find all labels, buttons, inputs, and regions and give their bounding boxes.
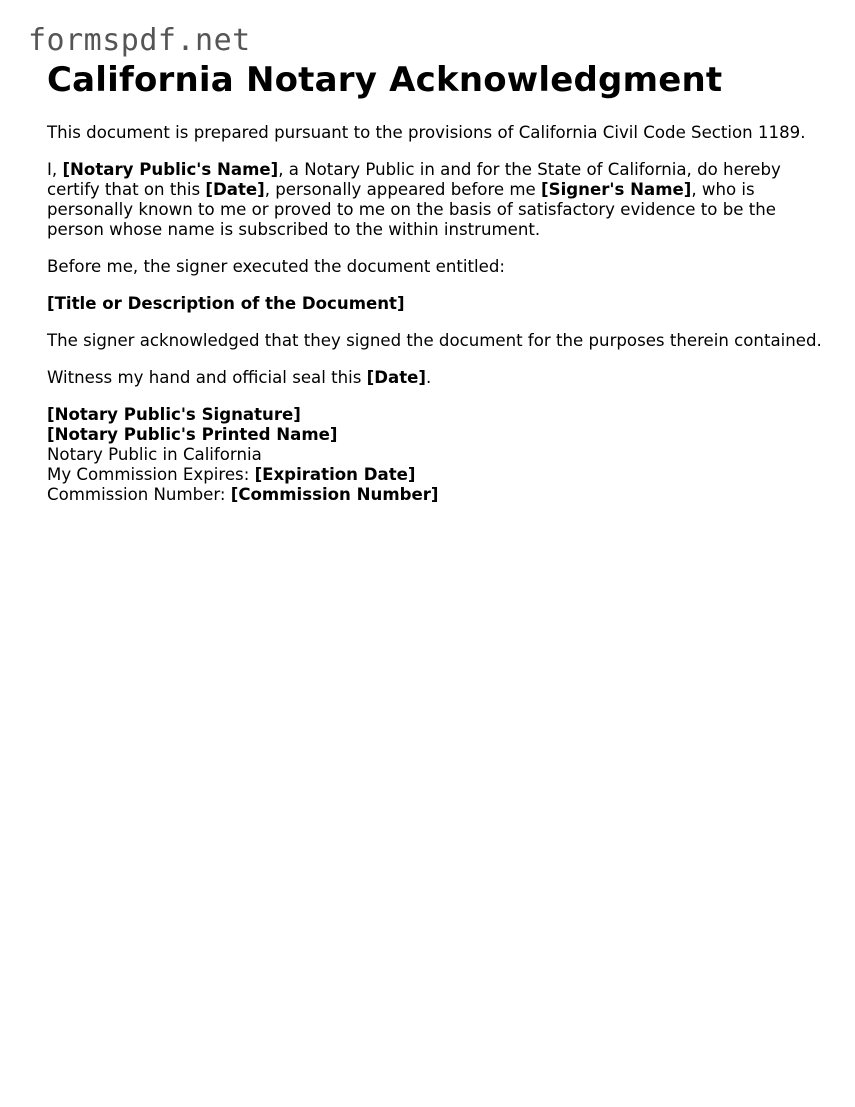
commission-number-placeholder: [Commission Number] [230, 485, 439, 504]
witness-paragraph [47, 368, 837, 388]
commission-expires-label: My Commission Expires: [47, 465, 255, 484]
document-title-placeholder [47, 294, 837, 314]
signer-name-placeholder: [Signer's Name] [541, 180, 692, 199]
commission-expires-line [47, 465, 837, 485]
certify-text-4: , who is personally known to me or proved to me on the basis of satisfactory evidence to be the person whose name is subscribed to the within instrument. [47, 180, 776, 239]
document-title: California Notary Acknowledgment [47, 60, 723, 100]
notary-role: Notary Public in California [47, 445, 262, 464]
signature-block [47, 405, 837, 505]
certify-text-2: , a Notary Public in and for the State of California, do hereby certify that on this [47, 160, 781, 199]
doc-title-text: [Title or Description of the Document] [47, 294, 405, 313]
certification-paragraph [47, 160, 837, 240]
expiration-date-placeholder: [Expiration Date] [254, 465, 416, 484]
notary-signature-placeholder: [Notary Public's Signature] [47, 405, 301, 424]
watermark: formspdf.net [28, 23, 251, 58]
notary-printed-name-placeholder: [Notary Public's Printed Name] [47, 425, 338, 444]
date-placeholder: [Date] [205, 180, 265, 199]
certify-text-3: , personally appeared before me [264, 180, 542, 199]
witness-text: Witness my hand and official seal this [47, 368, 367, 387]
acknowledgment-paragraph: The signer acknowledged that they signed the document for the purposes therein contained. [47, 331, 822, 350]
witness-end: . [426, 368, 432, 387]
intro-paragraph: This document is prepared pursuant to the provisions of California Civil Code Section 1189. [47, 123, 806, 142]
witness-date-placeholder: [Date] [366, 368, 426, 387]
before-me-paragraph: Before me, the signer executed the document entitled: [47, 257, 505, 276]
document-body [47, 60, 837, 505]
commission-number-label: Commission Number: [47, 485, 231, 504]
certify-text-1: I, [47, 160, 63, 179]
commission-number-line [47, 485, 837, 505]
notary-name-placeholder: [Notary Public's Name] [62, 160, 279, 179]
